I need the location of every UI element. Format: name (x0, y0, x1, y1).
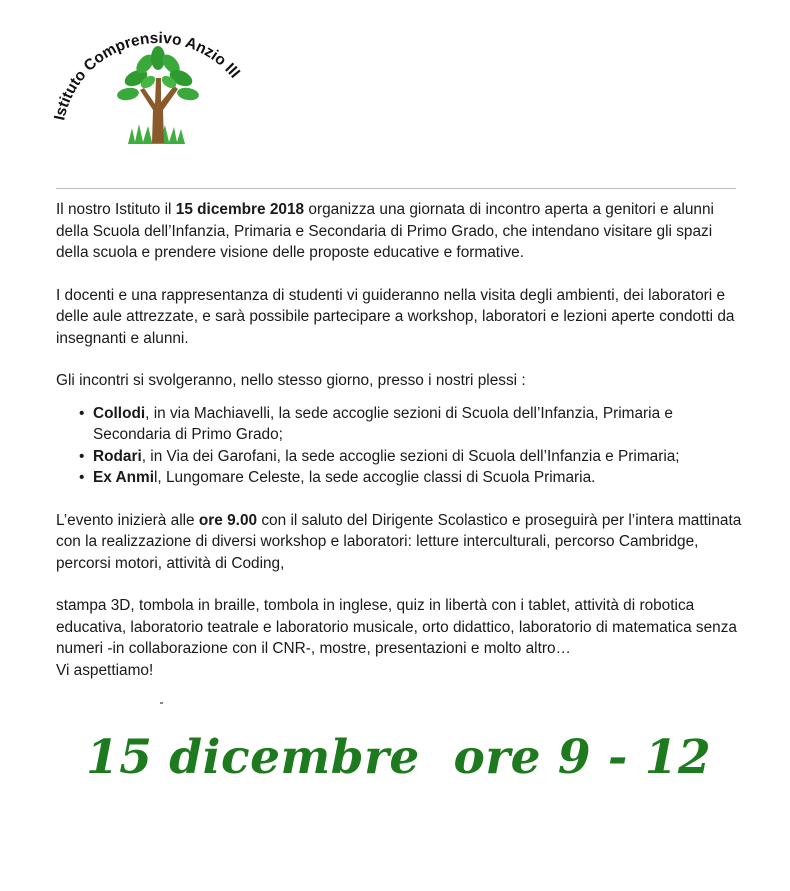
closing-text: Vi aspettiamo! (56, 661, 154, 679)
header-divider (56, 188, 736, 189)
list-item: • Ex Anmil, Lungomare Celeste, la sede accoglie classi di Scuola Primaria. (93, 467, 746, 489)
logo-graphic (40, 6, 280, 166)
activities-paragraph: stampa 3D, tombola in braille, tombola in inglese, quiz in libertà con i tablet, attività di robotica educativa, laboratorio teatrale e laboratorio musicale, orto didattico, laboratorio di matematica senza numeri -in collaborazione con il CNR-, mostre, presentazioni e molto altro… (56, 597, 737, 657)
list-item: • Rodari, in Via dei Garofani, la sede accoglie sezioni di Scuola dell’Infanzia e Primaria; (93, 446, 746, 468)
bullet-icon: • (79, 447, 85, 465)
announcement-body (56, 199, 746, 681)
stray-mark (160, 702, 163, 704)
visit-paragraph: I docenti e una rappresentanza di studenti vi guideranno nella visita degli ambienti, dei laboratori e delle aule attrezzate, e sarà possibile partecipare a workshop, laboratori e lezioni aperte condotti da insegnanti e alunni. (56, 286, 735, 347)
list-item: • Collodi, in via Machiavelli, la sede accoglie sezioni di Scuola dell’Infanzia, Primaria e Secondaria di Primo Grado; (79, 404, 673, 443)
intro-paragraph: Il nostro Istituto il 15 dicembre 2018 organizza una giornata di incontro aperta a genitori e alunni della Scuola dell’Infanzia, Primaria e Secondaria di Primo Grado, che intendano visitare gli spazi della scuola e prendere visione delle proposte educative e formative. (56, 201, 714, 261)
event-date: 15 dicembre 2018 (175, 201, 305, 218)
school-logo (40, 6, 280, 166)
locations-list (56, 403, 746, 489)
bullet-icon: • (79, 404, 85, 422)
tree-icon (116, 46, 200, 144)
logo-text: Istituto Comprensivo Anzio III (51, 29, 244, 122)
program-paragraph: L’evento inizierà alle ore 9.00 con il saluto del Dirigente Scolastico e proseguirà per l’intera mattinata con la realizzazione di diversi workshop e laboratori: letture interculturali, percorso Cambridge, percorsi motori, attività di Coding, (56, 511, 742, 572)
locations-intro: Gli incontri si svolgeranno, nello stesso giorno, presso i nostri plessi : (56, 372, 526, 389)
start-time: ore 9.00 (198, 511, 258, 529)
event-date-banner: 15 dicembre ore 9 - 12 (86, 730, 712, 785)
bullet-icon: • (79, 469, 85, 486)
